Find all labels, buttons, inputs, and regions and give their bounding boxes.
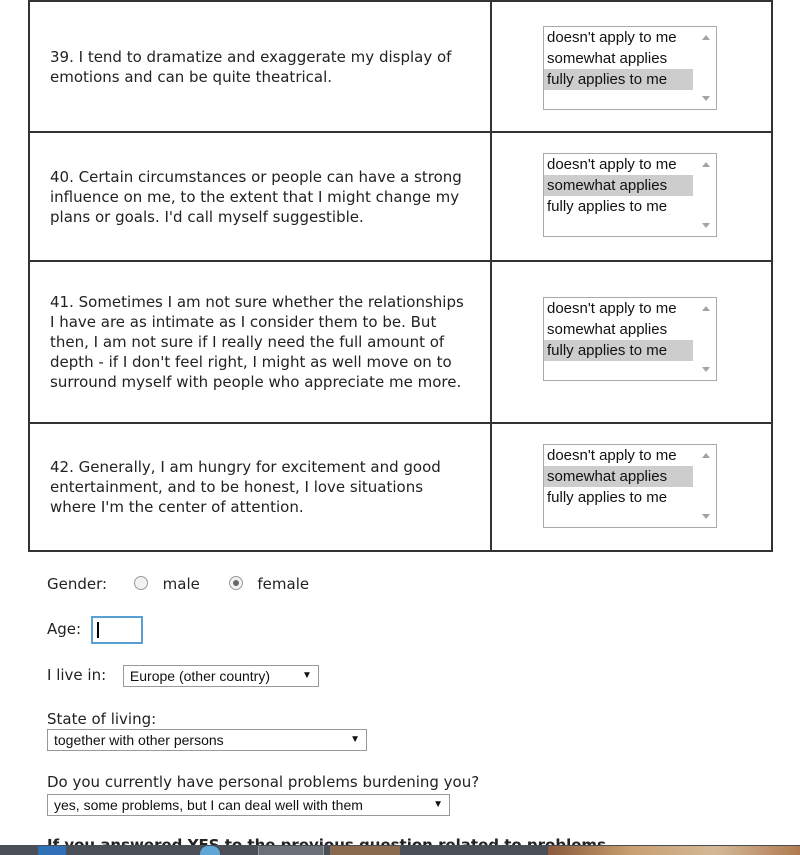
question-row [29, 132, 772, 261]
scroll-down-icon[interactable] [702, 514, 710, 519]
taskbar [0, 845, 800, 855]
scroll-up-icon[interactable] [702, 306, 710, 311]
question-row [29, 261, 772, 423]
gender-female-label[interactable]: female [257, 575, 310, 593]
listbox-option[interactable]: doesn't apply to me [547, 447, 677, 464]
question-row [29, 1, 772, 132]
desktop-wallpaper-strip [548, 846, 800, 855]
answer-cell [491, 132, 772, 261]
state-select-value: together with other persons [54, 732, 224, 748]
listbox-option-selected[interactable]: fully applies to me [544, 69, 693, 90]
question-text: 41. Sometimes I am not sure whether the relationships I have are as intimate as I consider them to be. But then, I am not sure if I really need the full amount of depth - if I don't feel right, I might as well move on to surround myself with people who appreciate me more. [29, 261, 491, 423]
gender-label: Gender: [47, 575, 108, 593]
gender-female-radio[interactable] [229, 576, 243, 590]
listbox-option[interactable]: fully applies to me [547, 489, 668, 506]
dropdown-arrow-icon: ▼ [350, 734, 360, 745]
country-select-value: Europe (other country) [129, 667, 270, 684]
problems-select-value: yes, some problems, but I can deal well with them [54, 797, 363, 813]
listbox-option-selected[interactable]: somewhat applies [544, 175, 693, 196]
gender-row [47, 572, 309, 596]
gender-male-radio[interactable] [134, 576, 148, 590]
country-select[interactable] [123, 665, 319, 687]
problems-label: Do you currently have personal problems burdening you? [47, 773, 480, 791]
listbox-scrollbar[interactable] [696, 445, 716, 527]
answer-listbox[interactable] [543, 444, 717, 528]
scroll-down-icon[interactable] [702, 96, 710, 101]
listbox-option-selected[interactable]: somewhat applies [544, 466, 693, 487]
question-text: 42. Generally, I am hungry for excitement and good entertainment, and to be honest, I love situations where I'm the center of attention. [29, 423, 491, 551]
live-row [47, 664, 319, 687]
answer-cell [491, 261, 772, 423]
live-label: I live in: [47, 666, 107, 684]
question-text: 39. I tend to dramatize and exaggerate my display of emotions and can be quite theatrical. [29, 1, 491, 132]
age-row [47, 615, 143, 644]
age-input[interactable] [91, 616, 143, 644]
listbox-option[interactable]: doesn't apply to me [547, 29, 677, 46]
answer-listbox[interactable] [543, 26, 717, 110]
listbox-scrollbar[interactable] [696, 27, 716, 109]
question-row [29, 423, 772, 551]
answer-listbox[interactable] [543, 297, 717, 381]
state-label: State of living: [47, 710, 157, 728]
listbox-option[interactable]: doesn't apply to me [547, 156, 677, 173]
listbox-option-selected[interactable]: fully applies to me [544, 340, 693, 361]
listbox-option[interactable]: fully applies to me [547, 198, 668, 215]
listbox-option[interactable]: doesn't apply to me [547, 300, 677, 317]
state-select[interactable] [47, 729, 367, 751]
answer-cell [491, 423, 772, 551]
scroll-down-icon[interactable] [702, 367, 710, 372]
taskbar-app-icon[interactable] [200, 846, 220, 855]
listbox-option[interactable]: somewhat applies [547, 321, 668, 338]
problems-select[interactable] [47, 794, 450, 816]
scroll-down-icon[interactable] [702, 223, 710, 228]
text-caret [97, 622, 99, 638]
dropdown-arrow-icon: ▼ [433, 799, 443, 810]
taskbar-app-icon[interactable] [330, 846, 400, 855]
questionnaire-table [28, 0, 773, 552]
scroll-up-icon[interactable] [702, 35, 710, 40]
answer-cell [491, 1, 772, 132]
listbox-scrollbar[interactable] [696, 298, 716, 380]
scroll-up-icon[interactable] [702, 453, 710, 458]
listbox-scrollbar[interactable] [696, 154, 716, 236]
listbox-option[interactable]: somewhat applies [547, 50, 668, 67]
taskbar-app-icon[interactable] [258, 846, 324, 855]
age-label: Age: [47, 620, 82, 638]
scroll-up-icon[interactable] [702, 162, 710, 167]
gender-male-label[interactable]: male [162, 575, 200, 593]
question-text: 40. Certain circumstances or people can have a strong influence on me, to the extent that I might change my plans or goals. I'd call myself suggestible. [29, 132, 491, 261]
answer-listbox[interactable] [543, 153, 717, 237]
dropdown-arrow-icon: ▼ [302, 669, 312, 681]
taskbar-app-icon[interactable] [38, 846, 66, 855]
